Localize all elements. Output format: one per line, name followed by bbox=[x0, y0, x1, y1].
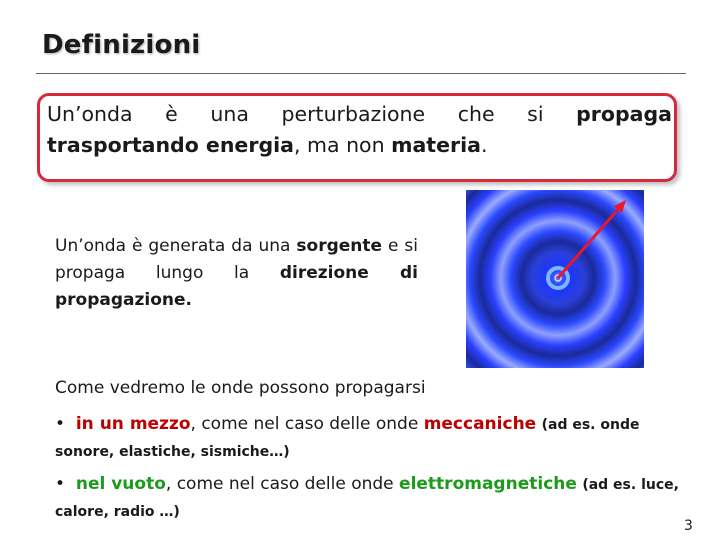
definition-text-part: , ma non bbox=[293, 133, 392, 157]
elettromagnetiche: elettromagnetiche bbox=[399, 474, 577, 494]
bullet-icon: • bbox=[55, 414, 66, 434]
intro-text: Come vedremo le onde possono propagarsi bbox=[55, 378, 426, 398]
circular-wave-illustration bbox=[466, 190, 644, 368]
slide-title: Definizioni bbox=[42, 30, 201, 60]
bullet-text: , come nel caso delle onde bbox=[165, 474, 400, 494]
source-direzione: direzione di propagazione. bbox=[55, 263, 419, 310]
bullet-examples: (ad es. luce, calore, radio …) bbox=[55, 477, 679, 520]
source-paragraph bbox=[55, 233, 418, 314]
wave-image bbox=[466, 190, 644, 368]
page-number: 3 bbox=[684, 518, 693, 534]
definition-text bbox=[47, 99, 672, 161]
source-text-part: e si propaga lungo la bbox=[55, 236, 418, 283]
title-divider bbox=[36, 73, 686, 74]
bullet-icon: • bbox=[55, 474, 66, 494]
bullet-text: , come nel caso delle onde bbox=[190, 414, 424, 434]
bullet-examples: (ad es. onde sonore, elastiche, sismiche…) bbox=[55, 417, 640, 460]
source-text-part: Un’onda è generata da una bbox=[55, 236, 297, 256]
definition-propaga-energia: propaga trasportando energia bbox=[47, 102, 672, 157]
definition-text-part: Un’onda è una perturbazione che si bbox=[47, 102, 577, 126]
source-sorgente: sorgente bbox=[296, 236, 383, 256]
meccaniche: meccaniche bbox=[423, 414, 537, 434]
bullet-vuoto bbox=[55, 471, 695, 525]
nel-vuoto: nel vuoto bbox=[75, 474, 166, 494]
definition-text-part: . bbox=[480, 133, 488, 157]
definition-materia: materia bbox=[391, 133, 481, 157]
bullet-mezzo bbox=[55, 411, 695, 465]
in-un-mezzo: in un mezzo bbox=[75, 414, 191, 434]
